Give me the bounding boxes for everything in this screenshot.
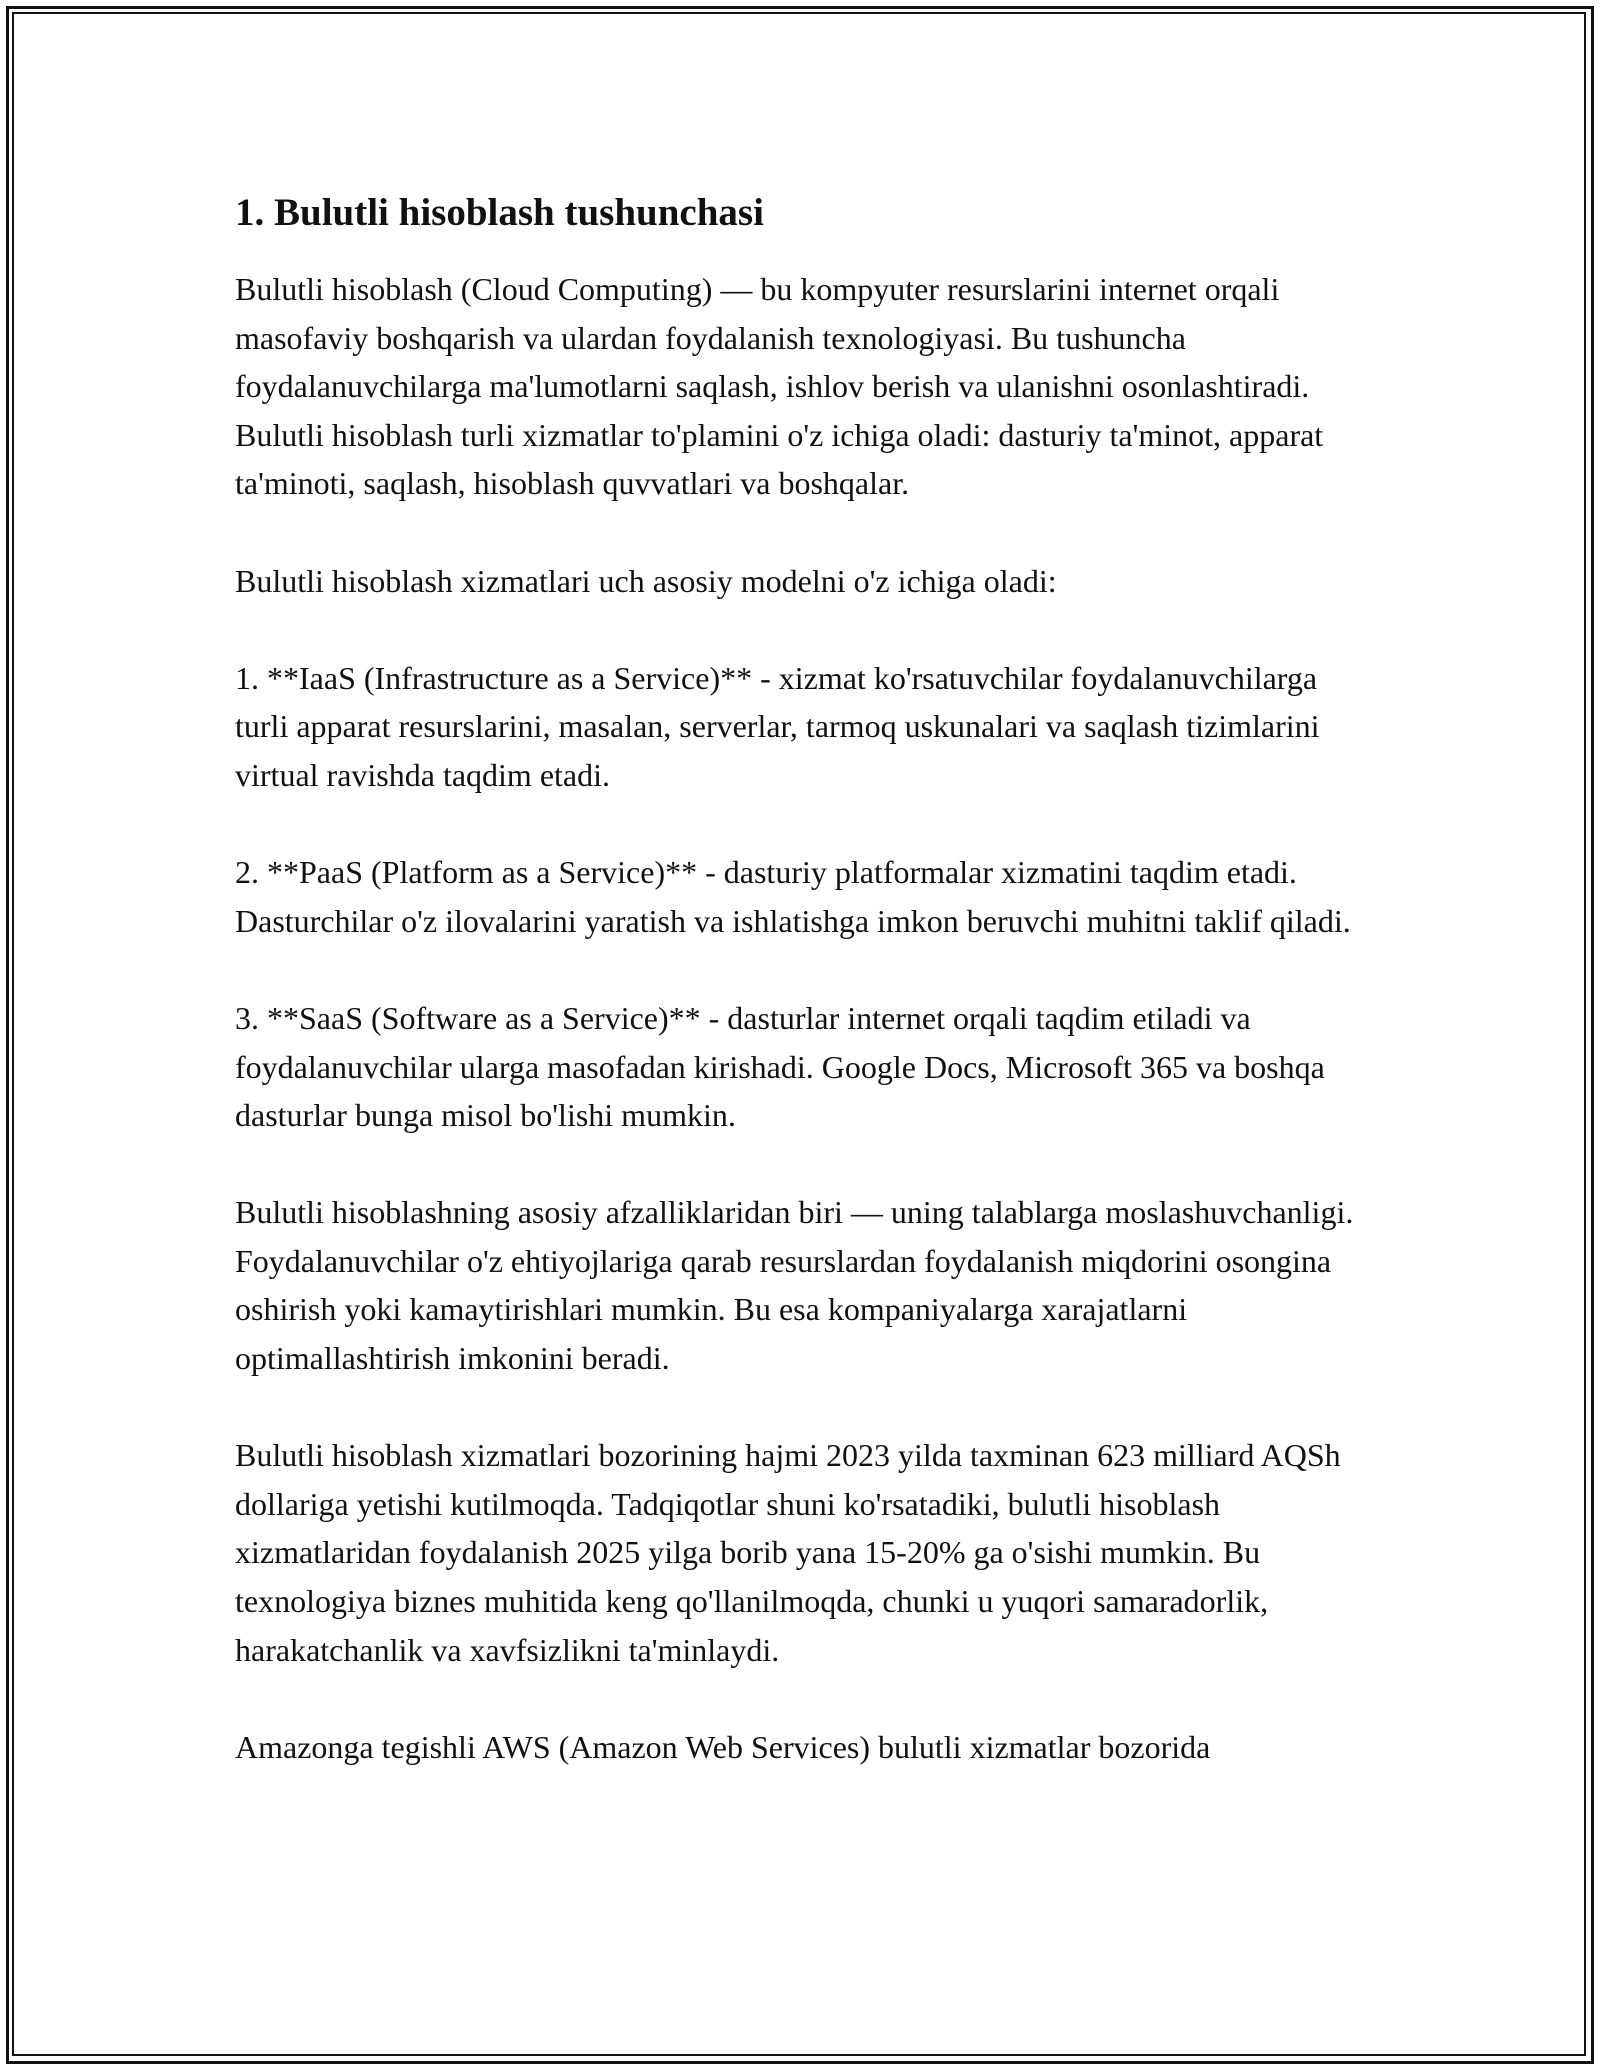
paragraph-intro: Bulutli hisoblash (Cloud Computing) — bu kompyuter resurslarini internet orqali masofaviy boshqarish va ulardan foydalanish texnologiyasi. Bu tushuncha foydalanuvchilarga ma'lumotlarni saqlash, ishlov berish va ulanishni osonlashtiradi. Bulutli hisoblash turli xizmatlar to'plamini o'z ichiga oladi: dasturiy ta'minot, apparat ta'minoti, saqlash, hisoblash quvvatlari va boshqalar. bbox=[235, 271, 1324, 502]
document-body bbox=[235, 185, 1375, 1820]
paragraph-iaas: 1. **IaaS (Infrastructure as a Service)** - xizmat ko'rsatuvchilar foydalanuvchilarga turli apparat resurslarini, masalan, serverlar, tarmoq uskunalari va saqlash tizimlarini virtual ravishda taqdim etadi. bbox=[235, 659, 1320, 793]
paragraph-market: Bulutli hisoblash xizmatlari bozorining hajmi 2023 yilda taxminan 623 milliard AQSh dollariga yetishi kutilmoqda. Tadqiqotlar shuni ko'rsatadiki, bulutli hisoblash xizmatlaridan foydalanish 2025 yilga borib yana 15-20% ga o'sishi mumkin. Bu texnologiya biznes muhitida keng qo'llanilmoqda, chunki u yuqori samaradorlik, harakatchanlik va xavfsizlikni ta'minlaydi. bbox=[235, 1437, 1341, 1668]
paragraph-advantages: Bulutli hisoblashning asosiy afzalliklaridan biri — uning talablarga moslashuvchanligi. Foydalanuvchilar o'z ehtiyojlariga qarab resurslardan foydalanish miqdorini osongina oshirish yoki kamaytirishlari mumkin. Bu esa kompaniyalarga xarajatlarni optimallashtirish imkonini beradi. bbox=[235, 1194, 1354, 1377]
paragraph-aws: Amazonga tegishli AWS (Amazon Web Services) bulutli xizmatlar bozorida bbox=[235, 1728, 1211, 1765]
section-heading: 1. Bulutli hisoblash tushunchasi bbox=[235, 191, 764, 234]
paragraph-saas: 3. **SaaS (Software as a Service)** - dasturlar internet orqali taqdim etiladi va foydalanuvchilar ularga masofadan kirishadi. Google Docs, Microsoft 365 va boshqa dasturlar bunga misol bo'lishi mumkin. bbox=[235, 999, 1325, 1134]
paragraph-models-lead: Bulutli hisoblash xizmatlari uch asosiy modelni o'z ichiga oladi: bbox=[235, 562, 1057, 599]
paragraph-paas: 2. **PaaS (Platform as a Service)** - dasturiy platformalar xizmatini taqdim etadi. Dasturchilar o'z ilovalarini yaratish va ishlatishga imkon beruvchi muhitni taklif qiladi. bbox=[235, 854, 1351, 939]
